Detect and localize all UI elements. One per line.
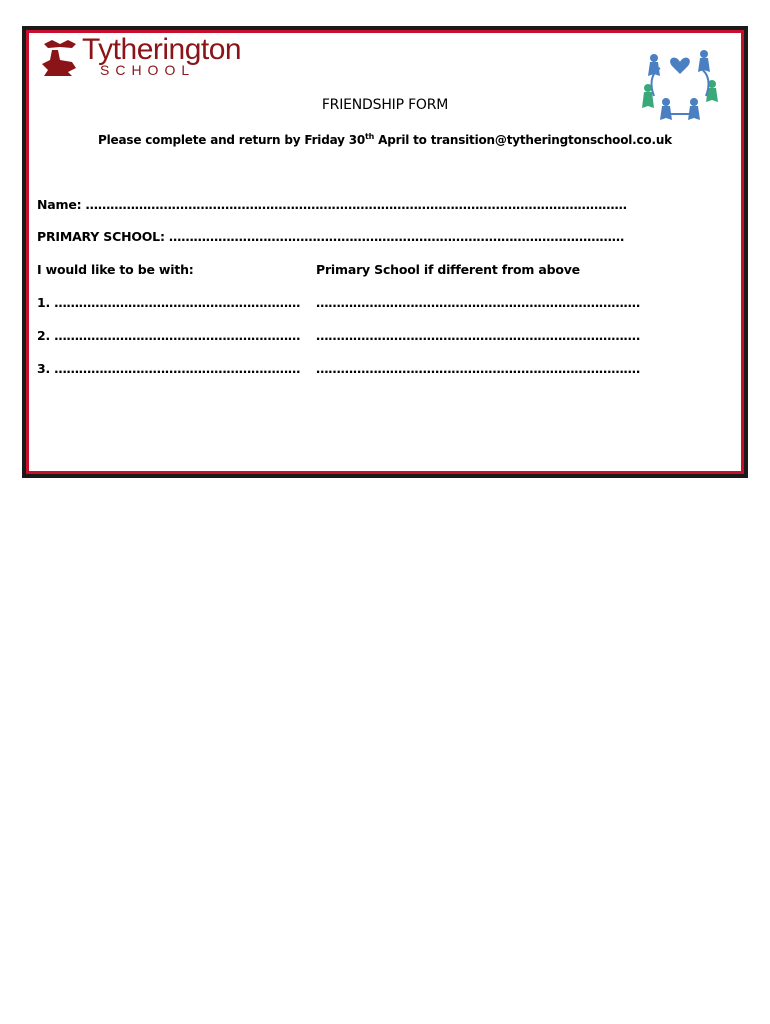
friend-1-field[interactable]: 1. …………………………………………………… (37, 295, 301, 310)
logo-wordmark: Tytherington (82, 33, 242, 66)
crest-icon (38, 38, 80, 78)
primary-school-field[interactable]: PRIMARY SCHOOL: ………………………………………………………………………………………………… (37, 229, 625, 244)
school-logo (38, 33, 253, 82)
friend-2-field[interactable]: 2. …………………………………………………… (37, 328, 301, 343)
friend-2-school-field[interactable]: ……………………………………………………………………. (316, 328, 641, 343)
name-field[interactable]: Name: …………………………………………………………………………………………………………………… (37, 197, 627, 212)
friend-1-school-field[interactable]: ……………………………………………………………………. (316, 295, 641, 310)
friend-3-school-field[interactable]: ……………………………………………………………………. (316, 361, 641, 376)
form-title: FRIENDSHIP FORM (321, 97, 449, 113)
col-heading-friends: I would like to be with: (37, 262, 194, 277)
col-heading-primary-school: Primary School if different from above (316, 262, 580, 277)
friend-3-field[interactable]: 3. …………………………………………………… (37, 361, 301, 376)
form-instructions: Please complete and return by Friday 30th April to transition@tytheringtonschool.co.uk (98, 132, 672, 147)
logo-subtitle: SCHOOL (100, 62, 196, 78)
